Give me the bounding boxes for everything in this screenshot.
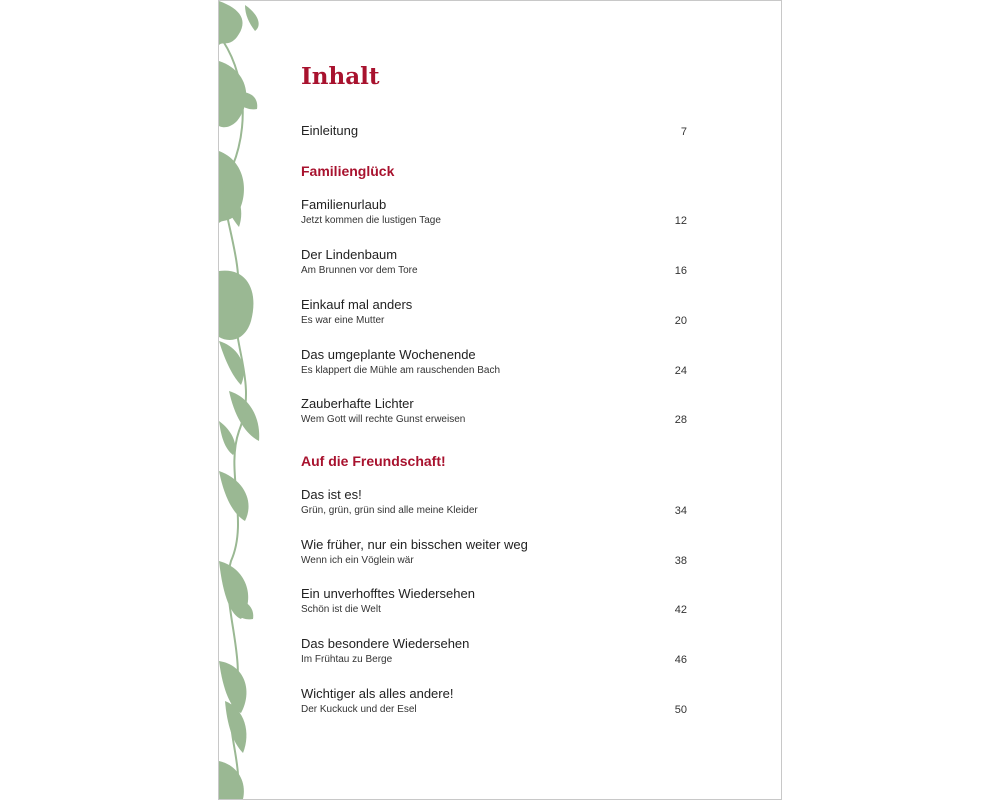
section-heading-freundschaft: Auf die Freundschaft! <box>301 453 446 469</box>
toc-entry[interactable] <box>301 537 687 567</box>
toc-entry[interactable] <box>301 396 687 426</box>
book-page <box>218 0 782 800</box>
page-number: 46 <box>674 654 687 666</box>
entry-subtitle: Es klappert die Mühle am rauschenden Bach <box>301 365 501 376</box>
toc-entry[interactable] <box>301 686 687 716</box>
page-number: 42 <box>674 604 687 616</box>
toc-entry-intro[interactable] <box>301 123 687 138</box>
entry-subtitle: Am Brunnen vor dem Tore <box>301 265 418 276</box>
entry-subtitle: Grün, grün, grün sind alle meine Kleider <box>301 505 478 516</box>
page-number: 24 <box>674 365 687 377</box>
toc-entry[interactable] <box>301 297 687 327</box>
page-number: 50 <box>674 704 687 716</box>
entry-subtitle: Schön ist die Welt <box>301 604 381 615</box>
entry-subtitle: Es war eine Mutter <box>301 315 385 326</box>
entry-title: Familienurlaub <box>301 197 387 212</box>
entry-subtitle: Der Kuckuck und der Esel <box>301 704 417 715</box>
page-number: 38 <box>674 555 687 567</box>
page-number: 16 <box>674 265 687 277</box>
page-number: 20 <box>674 315 687 327</box>
entry-title: Wie früher, nur ein bisschen weiter weg <box>301 537 528 552</box>
toc-entry[interactable] <box>301 487 687 517</box>
entry-title: Das besondere Wiedersehen <box>301 636 470 651</box>
entry-title: Einleitung <box>301 123 359 138</box>
entry-subtitle: Wem Gott will rechte Gunst erweisen <box>301 414 466 425</box>
page-number: 7 <box>680 126 687 138</box>
toc-entry[interactable] <box>301 247 687 277</box>
entry-title: Zauberhafte Lichter <box>301 396 414 411</box>
toc-entry[interactable] <box>301 636 687 666</box>
floral-ornament-icon <box>219 1 267 799</box>
toc-entry[interactable] <box>301 347 687 377</box>
entry-subtitle: Wenn ich ein Vöglein wär <box>301 555 414 566</box>
page-number: 34 <box>674 505 687 517</box>
entry-title: Das ist es! <box>301 487 362 502</box>
entry-title: Ein unverhofftes Wiedersehen <box>301 586 475 601</box>
page-title: Inhalt <box>301 63 380 90</box>
page-number: 12 <box>674 215 687 227</box>
entry-title: Wichtiger als alles andere! <box>301 686 454 701</box>
toc-entry[interactable] <box>301 586 687 616</box>
page-number: 28 <box>674 414 687 426</box>
section-heading-familienglueck: Familienglück <box>301 163 395 179</box>
entry-subtitle: Im Frühtau zu Berge <box>301 654 393 665</box>
entry-title: Der Lindenbaum <box>301 247 398 262</box>
entry-subtitle: Jetzt kommen die lustigen Tage <box>301 215 441 226</box>
toc-entry[interactable] <box>301 197 687 227</box>
entry-title: Das umgeplante Wochenende <box>301 347 476 362</box>
entry-title: Einkauf mal anders <box>301 297 413 312</box>
